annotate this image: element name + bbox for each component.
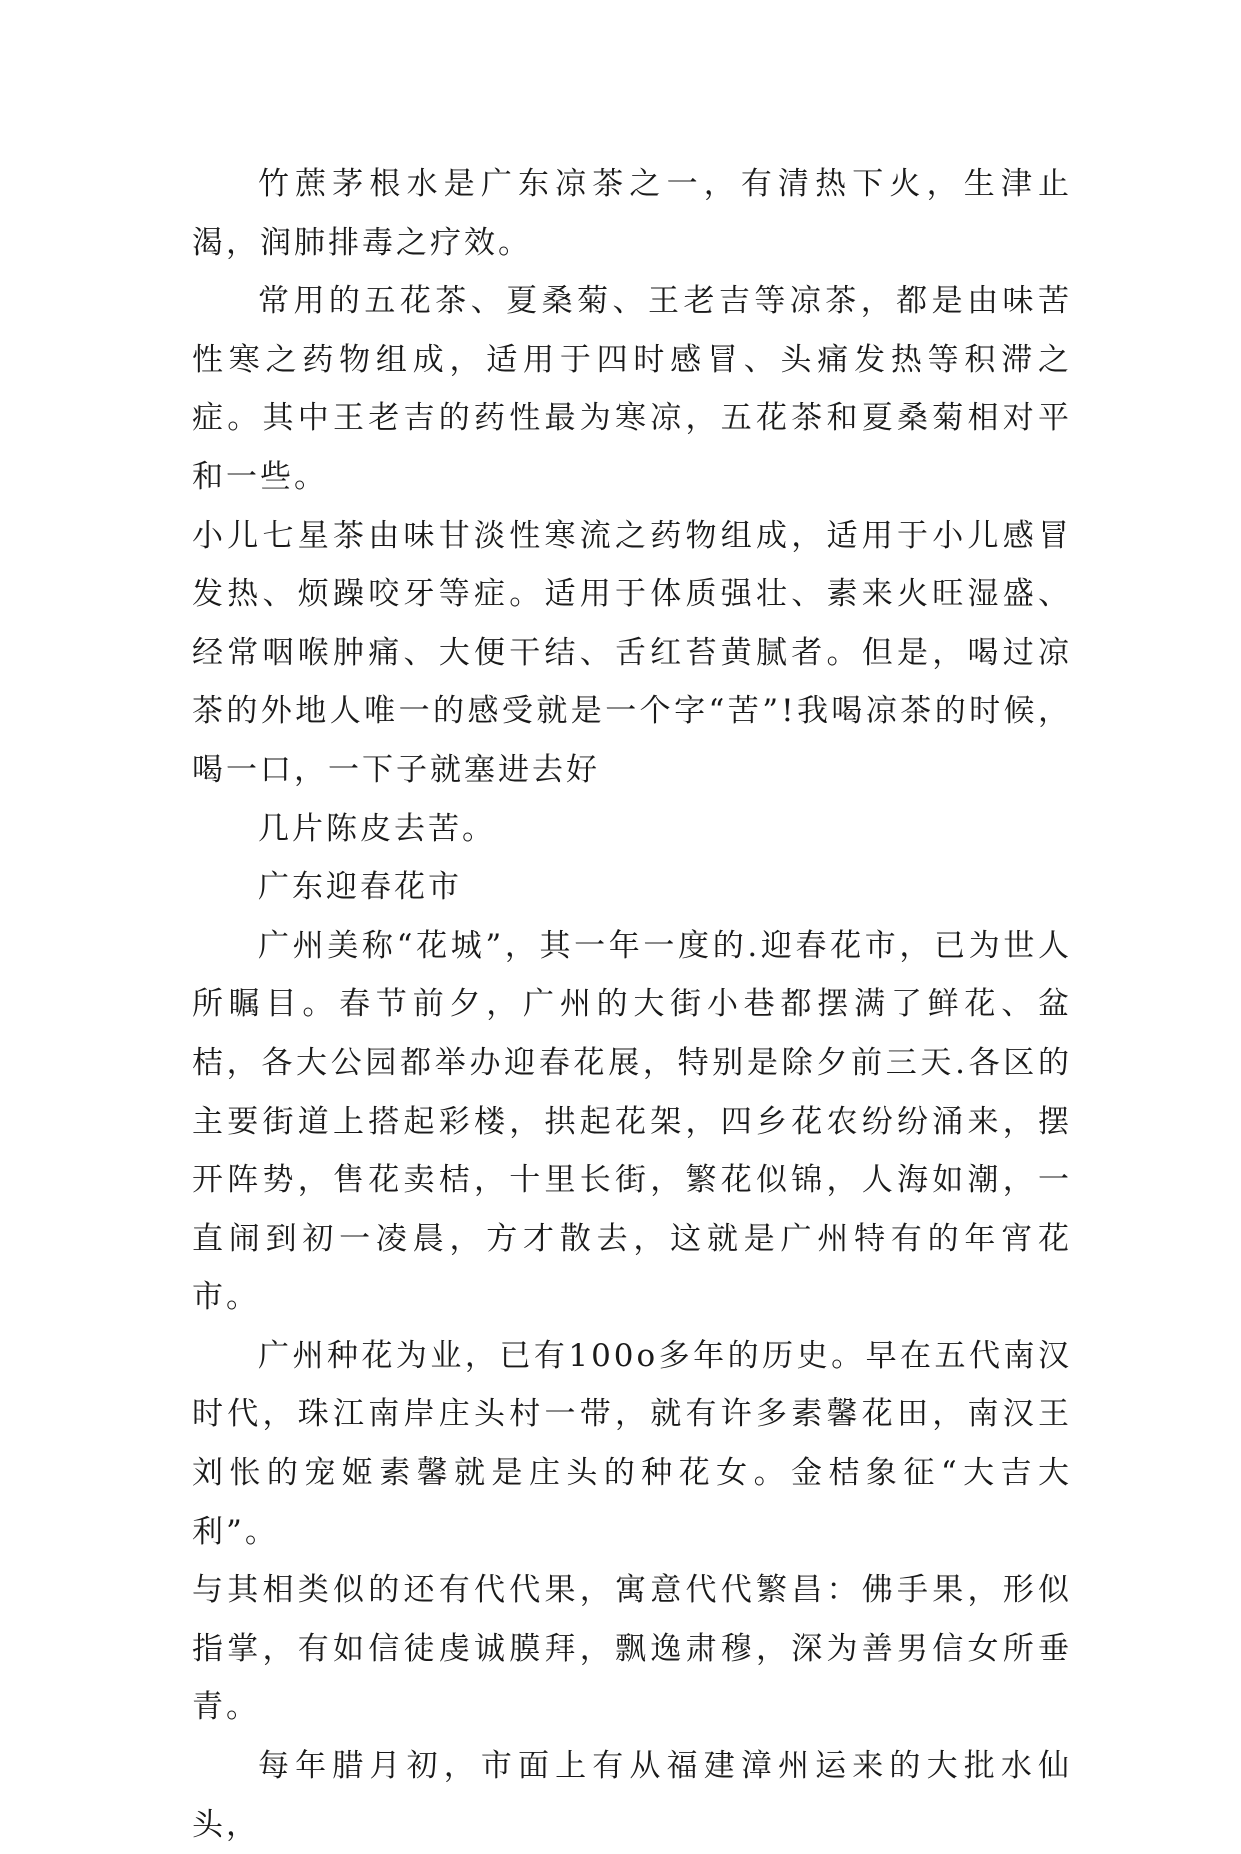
- paragraph-flower-city: 广州美称“花城”，其一年一度的.迎春花市，已为世人所瞩目。春节前夕，广州的大街小巷都摆满了鲜花、盆桔，各大公园都举办迎春花展，特别是除夕前三天.各区的主要街道上搭起彩楼，拱起花架，四乡花农纷纷涌来，摆开阵势，售花卖桔，十里长街，繁花似锦，人海如潮，一直闹到初一凌晨，方才散去，这就是广州特有的年宵花市。: [192, 927, 1072, 1316]
- paragraph-flower-history: 广州种花为业，已有100o多年的历史。早在五代南汉时代，珠江南岸庄头村一带，就有许多素馨花田，南汉王刘怅的宠姬素馨就是庄头的种花女。金桔象征“大吉大利”。: [192, 1337, 1072, 1550]
- paragraph-fruits: 与其相类似的还有代代果，寓意代代繁昌：佛手果，形似指掌，有如信徒虔诚膜拜，飘逸肃穆，深为善男信女所垂青。: [192, 1572, 1072, 1726]
- paragraph-herbal-drink: 竹蔗茅根水是广东凉茶之一，有清热下火，生津止渴，润肺排毒之疗效。: [192, 166, 1072, 261]
- paragraph-orange-peel: 几片陈皮去苦。: [258, 810, 496, 847]
- paragraph-common-teas: 常用的五花茶、夏桑菊、王老吉等凉茶，都是由味苦性寒之药物组成，适用于四时感冒、头痛发热等积滞之症。其中王老吉的药性最为寒凉，五花茶和夏桑菊相对平和一些。: [192, 283, 1072, 495]
- section-heading-flower-market: 广东迎春花市: [258, 869, 462, 906]
- document-body: [192, 155, 1072, 1854]
- paragraph-children-tea: 小儿七星茶由味甘淡性寒流之药物组成，适用于小儿感冒发热、烦躁咬牙等症。适用于体质强壮、素来火旺湿盛、经常咽喉肿痛、大便干结、舌红苔黄腻者。但是，喝过凉茶的外地人唯一的感受就是一个字“苦”!我喝凉茶的时候，喝一口，一下子就塞进去好: [192, 517, 1072, 788]
- paragraph-narcissus: 每年腊月初，市面上有从福建漳州运来的大批水仙头，: [192, 1748, 1072, 1843]
